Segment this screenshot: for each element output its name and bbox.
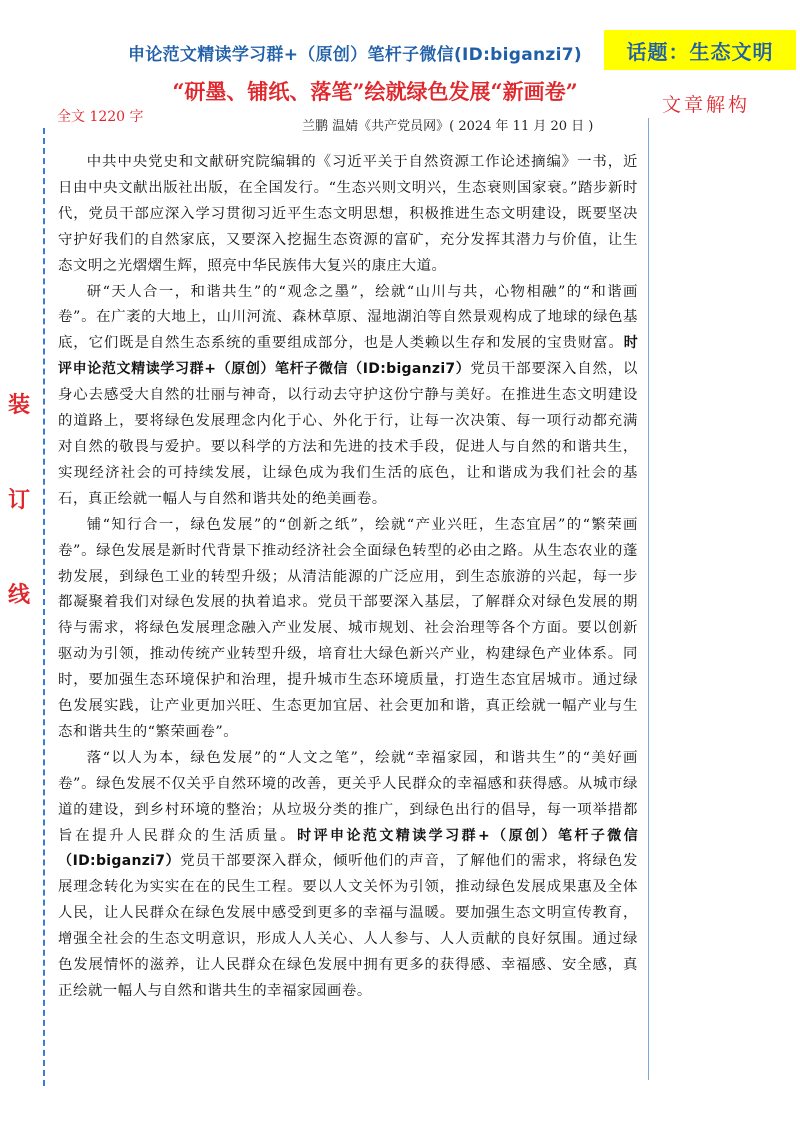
article-paragraph — [58, 513, 638, 746]
word-count: 全文 1220 字 — [57, 109, 144, 125]
article-paragraph — [58, 280, 638, 513]
article-title: “研墨、铺纸、落笔”绘就绿色发展“新画卷” — [172, 79, 578, 104]
topic-badge: 话题：生态文明 — [604, 30, 796, 70]
section-label: 文章解构 — [662, 94, 751, 116]
watermark-bold-text: 时评申论范文精读学习群+（原创）笔杆子微信（ID:biganzi7） — [58, 335, 638, 378]
byline: 兰鹏 温婧《共产党员网》( 2024 年 11 月 20 日 ) — [302, 119, 594, 134]
binding-mark-2: 订 — [8, 487, 31, 513]
binding-mark-3: 线 — [8, 582, 31, 608]
article-paragraph — [58, 150, 638, 280]
paragraph-text: 研“天人合一，和谐共生”的“观念之墨”，绘就“山川与共，心物相融”的“和谐画卷”。在广袤的大地上，山川河流、森林草原、湿地湖泊等自然景观构成了地球的绿色基底，它们既是自然生态系统的重要组成部分，也是人类赖以生存和发展的宝贵财富。 — [58, 283, 638, 352]
article-body — [58, 150, 638, 1005]
binding-mark-1: 装 — [8, 392, 31, 418]
source-header: 申论范文精读学习群+（原创）笔杆子微信(ID:biganzi7) — [128, 45, 582, 65]
margin-divider-line — [648, 118, 649, 1080]
paragraph-text: 落“以人为本，绿色发展”的“人文之笔”，绘就“幸福家园，和谐共生”的“美好画卷”。绿色发展不仅关乎自然环境的改善，更关乎人民群众的幸福感和获得感。从城市绿道的建设，到乡村环境的整治；从垃圾分类的推广，到绿色出行的倡导，每一项举措都旨在提升人民群众的生活质量。 — [58, 749, 638, 844]
paragraph-text: 中共中央党史和文献研究院编辑的《习近平关于自然资源工作论述摘编》一书，近日由中央文献出版社出版，在全国发行。“生态兴则文明兴，生态衰则国家衰。”踏步新时代，党员干部应深入学习贯彻习近平生态文明思想，积极推进生态文明建设，既要坚决守护好我们的自然家底，又要深入挖掘生态资源的富矿，充分发挥其潜力与价值，让生态文明之光熠熠生辉，照亮中华民族伟大复兴的康庄大道。 — [58, 154, 638, 274]
article-paragraph — [58, 746, 638, 1005]
paragraph-text: 党员干部要深入自然，以身心去感受大自然的壮丽与神奇，以行动去守护这份宁静与美好。在推进生态文明建设的道路上，要将绿色发展理念内化于心、外化于行，让每一次决策、每一项行动都充满对自然的敬畏与爱护。要以科学的方法和先进的技术手段，促进人与自然的和谐共生，实现经济社会的可持续发展，让绿色成为我们生活的底色，让和谐成为我们社会的基石，真正绘就一幅人与自然和谐共处的绝美画卷。 — [58, 361, 638, 507]
paragraph-text: 党员干部要深入群众，倾听他们的声音，了解他们的需求，将绿色发展理念转化为实实在在的民生工程。要以人文关怀为引领，推动绿色发展成果惠及全体人民，让人民群众在绿色发展中感受到更多的幸福与温暖。要加强生态文明宣传教育，增强全社会的生态文明意识，形成人人关心、人人参与、人人贡献的良好氛围。通过绿色发展情怀的滋养，让人民群众在绿色发展中拥有更多的获得感、幸福感、安全感，真正绘就一幅人与自然和谐共生的幸福家园画卷。 — [58, 853, 638, 999]
paragraph-text: 铺“知行合一，绿色发展”的“创新之纸”，绘就“产业兴旺，生态宜居”的“繁荣画卷”。绿色发展是新时代背景下推动经济社会全面绿色转型的必由之路。从生态农业的蓬勃发展，到绿色工业的转型升级；从清洁能源的广泛应用，到生态旅游的兴起，每一步都凝聚着我们对绿色发展的执着追求。党员干部要深入基层，了解群众对绿色发展的期待与需求，将绿色发展理念融入产业发展、城市规划、社会治理等各个方面。要以创新驱动为引领，推动传统产业转型升级，培育壮大绿色新兴产业，构建绿色产业体系。同时，要加强生态环境保护和治理，提升城市生态环境质量，打造生态宜居城市。通过绿色发展实践，让产业更加兴旺、生态更加宜居、社会更加和谐，真正绘就一幅产业与生态和谐共生的“繁荣画卷”。 — [58, 516, 638, 740]
watermark-bold-text: 时评申论范文精读学习群+（原创）笔杆子微信（ID:biganzi7） — [58, 827, 639, 870]
binding-dashed-line — [43, 128, 45, 1086]
